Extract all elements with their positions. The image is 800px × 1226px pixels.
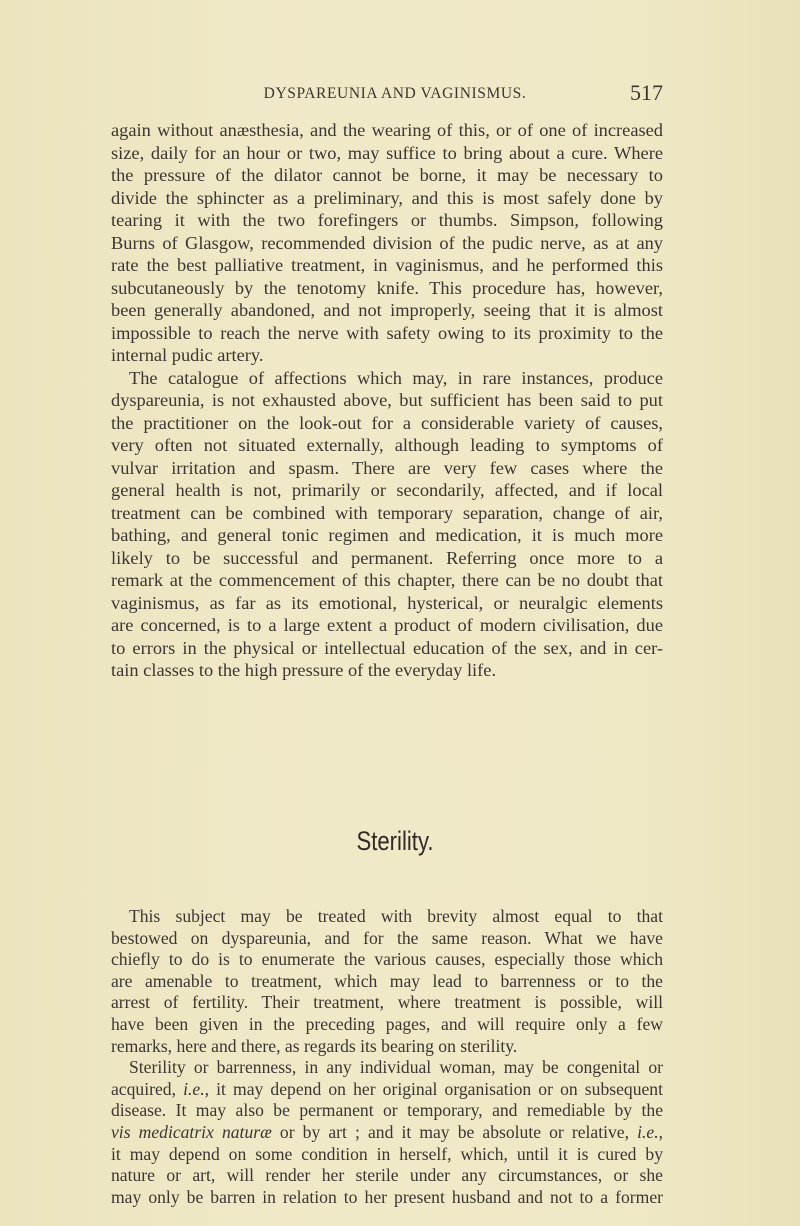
italic-text: vis medicatrix naturæ <box>111 1121 272 1142</box>
text-line: vaginismus, as far as its emotional, hysterical, or neuralgic elements <box>111 592 663 613</box>
running-title: DYSPAREUNIA AND VAGINISMUS. <box>263 85 527 102</box>
text-line <box>111 1122 663 1144</box>
text-line: divide the sphincter as a preliminary, and this is most safely done by <box>111 187 663 208</box>
text-line: The catalogue of affections which may, in rare instances, produce <box>129 367 663 388</box>
text-line: are amenable to treatment, which may lead to barrenness or to the <box>111 970 663 991</box>
text-line: it may depend on some condition in herself, which, until it is cured by <box>111 1143 663 1164</box>
text-line: the practitioner on the look-out for a considerable variety of causes, <box>111 412 663 433</box>
text-line: rate the best palliative treatment, in vaginismus, and he performed this <box>111 255 663 275</box>
text-line: remark at the commencement of this chapter, there can be no doubt that <box>111 570 663 590</box>
text-line: internal pudic artery. <box>111 345 264 365</box>
italic-text: i.e. <box>637 1121 659 1142</box>
text-line: have been given in the preceding pages, and will require only a few <box>111 1013 663 1034</box>
text-line: nature or art, will render her sterile under any circumstances, or she <box>111 1165 663 1186</box>
text-line: impossible to reach the nerve with safety owing to its proximity to the <box>111 322 663 343</box>
text-line <box>111 1079 663 1101</box>
text-segment: acquired, <box>111 1078 184 1099</box>
text-line: vulvar irritation and spasm. There are very few cases where the <box>111 457 663 478</box>
text-line: treatment can be combined with temporary separation, change of air, <box>111 502 663 523</box>
text-segment: , <box>658 1121 663 1142</box>
italic-text: i.e. <box>183 1078 205 1099</box>
text-line: disease. It may also be permanent or temporary, and remediable by the <box>111 1100 663 1121</box>
text-line: been generally abandoned, and not improperly, seeing that it is almost <box>111 300 663 320</box>
text-line: Sterility or barrenness, in any individual woman, may be congenital or <box>129 1057 663 1078</box>
text-line: tearing it with the two forefingers or thumbs. Simpson, following <box>111 210 663 230</box>
text-line: general health is not, primarily or secondarily, affected, and if local <box>111 480 663 500</box>
text-segment: or by art ; and it may be absolute or relative, <box>271 1121 638 1142</box>
text-line: dyspareunia, is not exhausted above, but sufficient has been said to put <box>111 390 663 410</box>
body-text-section-2 <box>111 906 663 1208</box>
body-text-section-1 <box>111 119 663 682</box>
text-line: likely to be successful and permanent. Referring once more to a <box>111 547 663 568</box>
text-line: bestowed on dyspareunia, and for the same reason. What we have <box>111 927 663 948</box>
text-line: size, daily for an hour or two, may suffice to bring about a cure. Where <box>111 142 663 163</box>
text-line: Burns of Glasgow, recommended division of the pudic nerve, as at any <box>111 232 663 253</box>
text-line: are concerned, is to a large extent a product of modern civilisation, due <box>111 615 663 635</box>
text-line: tain classes to the high pressure of the everyday life. <box>111 660 497 680</box>
text-line: subcutaneously by the tenotomy knife. This procedure has, however, <box>111 277 663 298</box>
text-line: may only be barren in relation to her present husband and not to a former <box>111 1186 663 1207</box>
section-heading: Sterility. <box>356 826 434 856</box>
text-line: again without anæsthesia, and the wearing of this, or of one of increased <box>111 120 663 140</box>
text-line: This subject may be treated with brevity almost equal to that <box>129 906 663 926</box>
page-number: 517 <box>630 80 663 105</box>
text-line: arrest of fertility. Their treatment, where treatment is possible, will <box>111 992 663 1013</box>
text-line: bathing, and general tonic regimen and medication, it is much more <box>111 525 663 545</box>
text-line: the pressure of the dilator cannot be borne, it may be necessary to <box>111 165 663 185</box>
text-line: remarks, here and there, as regards its bearing on sterility. <box>111 1035 518 1056</box>
text-segment: , it may depend on her original organisation or on subsequent <box>204 1078 663 1099</box>
text-line: chiefly to do is to enumerate the various causes, especially those which <box>111 949 663 970</box>
text-line: to errors in the physical or intellectual education of the sex, and in cer- <box>111 637 663 658</box>
text-line: very often not situated externally, although leading to symptoms of <box>111 435 663 455</box>
